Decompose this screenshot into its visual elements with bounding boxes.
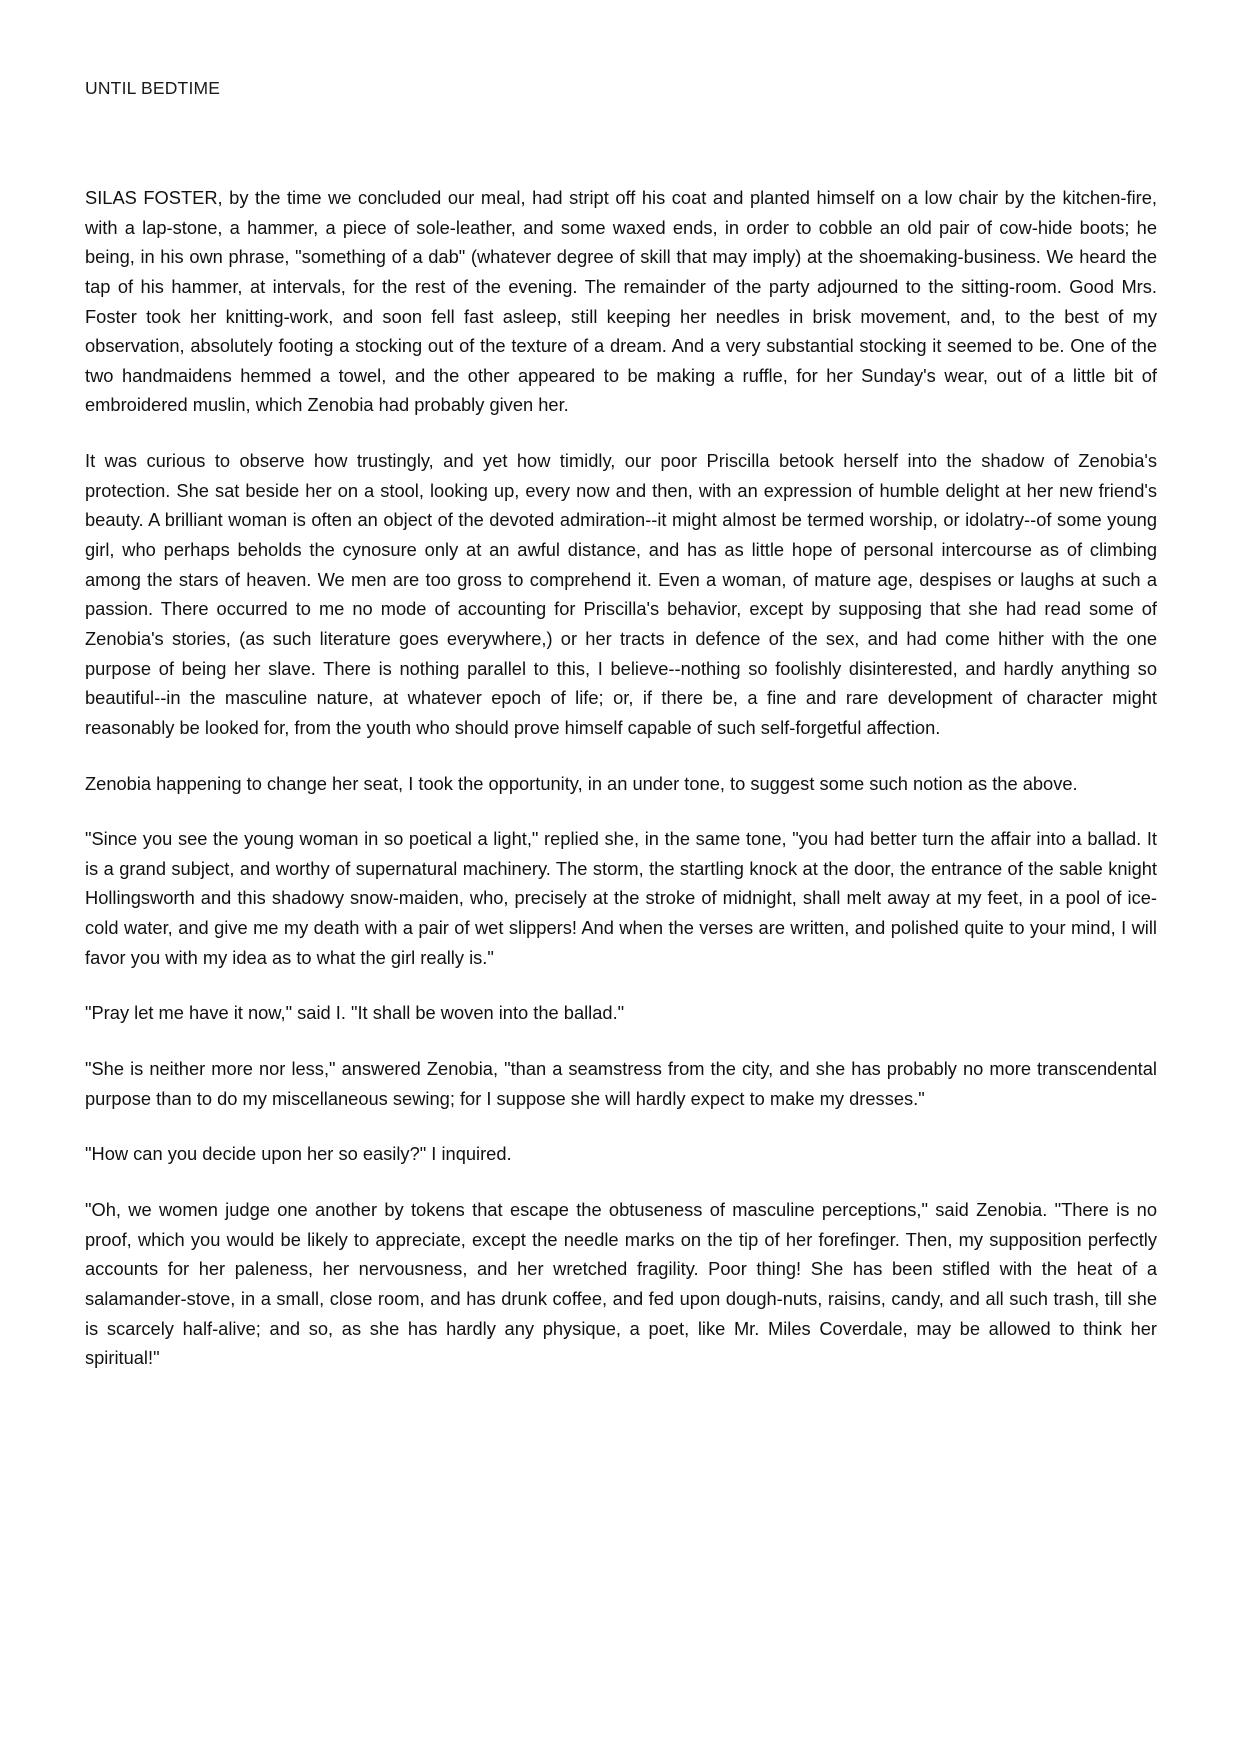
paragraph: SILAS FOSTER, by the time we concluded our meal, had stript off his coat and planted himself on a low chair by the kitchen-fire, with a lap-stone, a hammer, a piece of sole-leather, and some waxed ends, in order to cobble an old pair of cow-hide boots; he being, in his own phrase, "something of a dab" (whatever degree of skill that may imply) at the shoemaking-business. We heard the tap of his hammer, at intervals, for the rest of the evening. The remainder of the party adjourned to the sitting-room. Good Mrs. Foster took her knitting-work, and soon fell fast asleep, still keeping her needles in brisk movement, and, to the best of my observation, absolutely footing a stocking out of the texture of a dream. And a very substantial stocking it seemed to be. One of the two handmaidens hemmed a towel, and the other appeared to be making a ruffle, for her Sunday's wear, out of a little bit of embroidered muslin, which Zenobia had probably given her. [85, 187, 1157, 416]
running-head: UNTIL BEDTIME [85, 78, 221, 98]
paragraph: Zenobia happening to change her seat, I took the opportunity, in an under tone, to suggest some such notion as the above. [85, 772, 1078, 794]
paragraph: "Pray let me have it now," said I. "It shall be woven into the ballad." [85, 1002, 625, 1024]
paragraph: It was curious to observe how trustingly, and yet how timidly, our poor Priscilla betook herself into the shadow of Zenobia's protection. She sat beside her on a stool, looking up, every now and then, with an expression of humble delight at her new friend's beauty. A brilliant woman is often an object of the devoted admiration--it might almost be termed worship, or idolatry--of some young girl, who perhaps beholds the cynosure only at an awful distance, and has as little hope of personal intercourse as of climbing among the stars of heaven. We men are too gross to comprehend it. Even a woman, of mature age, despises or laughs at such a passion. There occurred to me no mode of accounting for Priscilla's behavior, except by supposing that she had read some of Zenobia's stories, (as such literature goes everywhere,) or her tracts in defence of the sex, and had come hither with the one purpose of being her slave. There is nothing parallel to this, I believe--nothing so foolishly disinterested, and hardly anything so beautiful--in the masculine nature, at whatever epoch of life; or, if there be, a fine and rare development of character might reasonably be looked for, from the youth who should prove himself capable of such self-forgetful affection. [85, 450, 1157, 738]
paragraph: "Oh, we women judge one another by tokens that escape the obtuseness of masculine perceptions," said Zenobia. "There is no proof, which you would be likely to appreciate, except the needle marks on the tip of her forefinger. Then, my supposition perfectly accounts for her paleness, her nervousness, and her wretched fragility. Poor thing! She has been stifled with the heat of a salamander-stove, in a small, close room, and has drunk coffee, and fed upon dough-nuts, raisins, candy, and all such trash, till she is scarcely half-alive; and so, as she has hardly any physique, a poet, like Mr. Miles Coverdale, may be allowed to think her spiritual!" [85, 1198, 1157, 1369]
body-text [85, 183, 1157, 1373]
paragraph: "How can you decide upon her so easily?" I inquired. [85, 1143, 512, 1165]
paragraph: "Since you see the young woman in so poetical a light," replied she, in the same tone, "you had better turn the affair into a ballad. It is a grand subject, and worthy of supernatural machinery. The storm, the startling knock at the door, the entrance of the sable knight Hollingsworth and this shadowy snow-maiden, who, precisely at the stroke of midnight, shall melt away at my feet, in a pool of ice-cold water, and give me my death with a pair of wet slippers! And when the verses are written, and polished quite to your mind, I will favor you with my idea as to what the girl really is." [85, 828, 1157, 968]
paragraph: "She is neither more nor less," answered Zenobia, "than a seamstress from the city, and she has probably no more transcendental purpose than to do my miscellaneous sewing; for I suppose she will hardly expect to make my dresses." [85, 1058, 1157, 1109]
